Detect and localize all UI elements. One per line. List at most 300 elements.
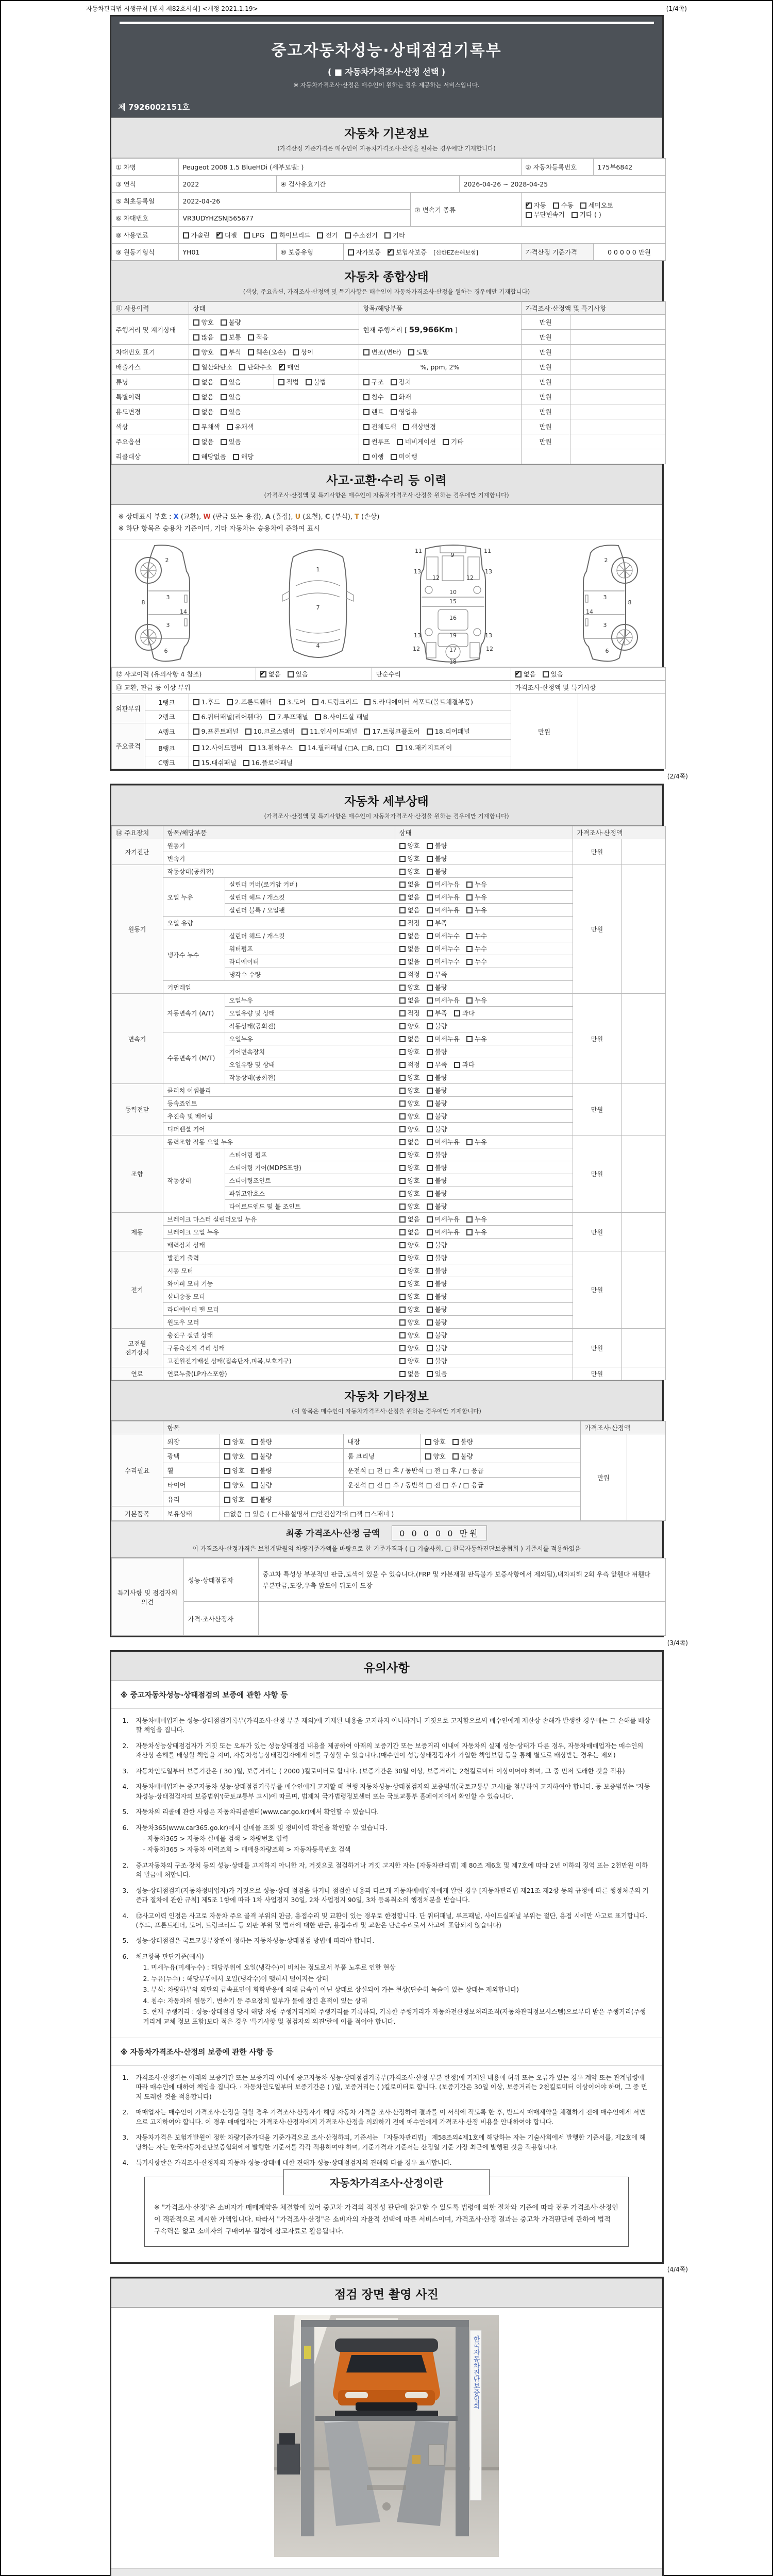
checkbox-icon[interactable] <box>399 1204 406 1210</box>
checkbox-option[interactable]: 장치 <box>391 377 411 386</box>
checkbox-icon[interactable] <box>399 1319 406 1326</box>
checkbox-checked-icon[interactable] <box>279 364 285 370</box>
checkbox-option[interactable]: 없음 <box>193 392 214 401</box>
checkbox-icon[interactable] <box>399 946 406 952</box>
checkbox-option[interactable]: 해당없음 <box>193 452 226 461</box>
checkbox-option[interactable]: 양호 <box>399 1124 420 1133</box>
checkbox-icon[interactable] <box>364 728 370 735</box>
checkbox-option[interactable]: 7.루프패널 <box>269 712 308 721</box>
checkbox-icon[interactable] <box>466 946 473 952</box>
checkbox-icon[interactable] <box>239 364 245 370</box>
checkbox-icon[interactable] <box>391 379 397 385</box>
checkbox-icon[interactable] <box>466 1229 473 1235</box>
checkbox-option[interactable]: 기타 ( ) <box>572 210 601 219</box>
checkbox-option[interactable]: 양호 <box>399 1343 420 1352</box>
checkbox-icon[interactable] <box>399 1152 406 1158</box>
checkbox-icon[interactable] <box>399 856 406 862</box>
checkbox-icon[interactable] <box>193 728 199 735</box>
checkbox-option[interactable]: 양호 <box>399 1150 420 1159</box>
checkbox-icon[interactable] <box>427 728 433 735</box>
checkbox-icon[interactable] <box>312 699 318 705</box>
checkbox-option[interactable]: 불량 <box>427 1253 447 1262</box>
checkbox-icon[interactable] <box>363 379 369 385</box>
checkbox-icon[interactable] <box>193 319 199 326</box>
checkbox-option[interactable]: 변조(변타) <box>363 347 401 357</box>
checkbox-icon[interactable] <box>399 1062 406 1068</box>
checkbox-option[interactable]: 무채색 <box>193 422 220 431</box>
checkbox-option[interactable]: 불량 <box>427 1343 447 1352</box>
checkbox-option[interactable]: 없음 <box>399 1214 420 1224</box>
checkbox-option[interactable]: 있음 <box>221 437 241 446</box>
checkbox-option[interactable]: 양호 <box>224 1466 245 1475</box>
checkbox-icon[interactable] <box>427 907 433 913</box>
checkbox-icon[interactable] <box>317 232 323 239</box>
checkbox-icon[interactable] <box>466 894 473 901</box>
checkbox-option[interactable]: 양호 <box>399 1317 420 1327</box>
checkbox-option[interactable]: 불량 <box>427 1047 447 1056</box>
checkbox-option[interactable]: 양호 <box>399 1330 420 1340</box>
checkbox-icon[interactable] <box>399 1255 406 1261</box>
checkbox-icon[interactable] <box>244 232 250 239</box>
checkbox-icon[interactable] <box>399 1023 406 1029</box>
checkbox-option[interactable]: 양호 <box>399 1073 420 1082</box>
checkbox-icon[interactable] <box>399 1345 406 1351</box>
checkbox-icon[interactable] <box>454 1010 460 1016</box>
checkbox-icon[interactable] <box>221 349 227 355</box>
checkbox-icon[interactable] <box>427 946 433 952</box>
checkbox-option[interactable]: ✔자동 <box>526 200 546 210</box>
checkbox-option[interactable]: 양호 <box>399 1240 420 1249</box>
checkbox-icon[interactable] <box>399 907 406 913</box>
checkbox-icon[interactable] <box>243 760 249 766</box>
checkbox-icon[interactable] <box>399 882 406 888</box>
checkbox-icon[interactable] <box>427 1165 433 1171</box>
checkbox-option[interactable]: 18.리어패널 <box>427 725 470 738</box>
checkbox-option[interactable]: 전체도색 <box>363 422 396 431</box>
checkbox-icon[interactable] <box>427 1113 433 1120</box>
checkbox-icon[interactable] <box>427 1100 433 1107</box>
checkbox-option[interactable]: 양호 <box>224 1451 245 1461</box>
checkbox-icon[interactable] <box>399 1371 406 1377</box>
checkbox-option[interactable]: 미세누유 <box>427 879 460 889</box>
checkbox-checked-icon[interactable] <box>388 249 394 256</box>
checkbox-option[interactable]: ✔ 보험사보증 <box>388 247 427 257</box>
checkbox-icon[interactable] <box>427 997 433 1004</box>
checkbox-option[interactable]: 가솔린 <box>183 230 210 240</box>
checkbox-option[interactable]: 과다 <box>454 1008 475 1018</box>
checkbox-option[interactable]: 해당 <box>233 452 254 461</box>
checkbox-icon[interactable] <box>427 959 433 965</box>
checkbox-option[interactable]: 불량 <box>427 854 447 863</box>
checkbox-icon[interactable] <box>408 349 414 355</box>
checkbox-icon[interactable] <box>363 439 369 445</box>
checkbox-option[interactable]: 불량 <box>427 1330 447 1340</box>
checkbox-icon[interactable] <box>543 671 549 677</box>
checkbox-option[interactable]: 미세누수 <box>427 931 460 940</box>
checkbox-icon[interactable] <box>399 1088 406 1094</box>
checkbox-icon[interactable] <box>193 364 199 370</box>
checkbox-option[interactable]: 렌트 <box>363 407 384 416</box>
checkbox-option[interactable]: 불량 <box>452 1451 473 1461</box>
checkbox-option[interactable]: 부족 <box>427 970 447 979</box>
checkbox-option[interactable]: 불량 <box>427 867 447 876</box>
checkbox-option[interactable]: LPG <box>244 231 264 239</box>
checkbox-icon[interactable] <box>278 379 284 385</box>
checkbox-option[interactable]: 침수 <box>363 392 384 401</box>
checkbox-icon[interactable] <box>399 920 406 926</box>
checkbox-icon[interactable] <box>399 1178 406 1184</box>
checkbox-option[interactable]: 누유 <box>466 892 487 902</box>
checkbox-option[interactable]: 누유 <box>466 905 487 914</box>
checkbox-icon[interactable] <box>306 379 312 385</box>
checkbox-option[interactable]: 있음 <box>543 669 563 679</box>
checkbox-icon[interactable] <box>427 1345 433 1351</box>
checkbox-icon[interactable] <box>553 202 559 209</box>
checkbox-icon[interactable] <box>193 409 199 415</box>
checkbox-icon[interactable] <box>399 1307 406 1313</box>
checkbox-option[interactable]: ✔ 없음 <box>515 669 536 679</box>
checkbox-option[interactable]: 양호 <box>399 1021 420 1030</box>
checkbox-option[interactable]: 불량 <box>251 1451 272 1461</box>
checkbox-icon[interactable] <box>427 1332 433 1338</box>
checkbox-option[interactable]: 누유 <box>466 995 487 1005</box>
checkbox-option[interactable]: 불량 <box>251 1480 272 1489</box>
checkbox-option[interactable]: 양호 <box>193 317 214 327</box>
checkbox-option[interactable]: 불량 <box>427 1240 447 1249</box>
checkbox-option[interactable]: 있음 <box>288 669 308 679</box>
checkbox-option[interactable]: 있음 <box>221 407 241 416</box>
checkbox-option[interactable]: 양호 <box>399 867 420 876</box>
checkbox-icon[interactable] <box>183 232 189 239</box>
checkbox-icon[interactable] <box>466 882 473 888</box>
checkbox-option[interactable]: 불량 <box>427 1266 447 1275</box>
checkbox-icon[interactable] <box>221 439 227 445</box>
checkbox-option[interactable]: 불량 <box>427 1189 447 1198</box>
checkbox-option[interactable]: 8.사이드실 패널 <box>315 712 368 721</box>
checkbox-option[interactable]: 부족 <box>427 918 447 927</box>
checkbox-icon[interactable] <box>288 671 294 677</box>
checkbox-option[interactable]: 불량 <box>221 317 241 327</box>
checkbox-option[interactable]: 불량 <box>427 1292 447 1301</box>
checkbox-option[interactable]: 없음 <box>399 892 420 902</box>
checkbox-icon[interactable] <box>443 439 449 445</box>
checkbox-icon[interactable] <box>399 894 406 901</box>
checkbox-option[interactable]: 5.라디에이터 서포트(볼트체결부품) <box>364 696 473 708</box>
checkbox-option[interactable]: 양호 <box>399 1189 420 1198</box>
checkbox-icon[interactable] <box>427 1062 433 1068</box>
checkbox-option[interactable]: 17.트렁크플로어 <box>364 725 419 738</box>
checkbox-option[interactable]: 적정 <box>399 1060 420 1069</box>
checkbox-option[interactable]: 적음 <box>248 332 268 342</box>
checkbox-option[interactable]: 불량 <box>427 1279 447 1288</box>
checkbox-option[interactable]: 없음 <box>399 1034 420 1043</box>
checkbox-icon[interactable] <box>399 1268 406 1274</box>
checkbox-option[interactable]: 적정 <box>399 970 420 979</box>
checkbox-icon[interactable] <box>193 334 199 341</box>
checkbox-icon[interactable] <box>427 972 433 978</box>
checkbox-icon[interactable] <box>193 349 199 355</box>
checkbox-option[interactable]: 수소전기 <box>345 230 378 240</box>
checkbox-icon[interactable] <box>427 1139 433 1145</box>
checkbox-option[interactable]: 11.인사이드패널 <box>301 725 357 738</box>
checkbox-icon[interactable] <box>301 728 308 735</box>
checkbox-option[interactable]: 불량 <box>427 1021 447 1030</box>
checkbox-icon[interactable] <box>452 1453 459 1460</box>
checkbox-option[interactable]: 양호 <box>399 1356 420 1365</box>
checkbox-icon[interactable] <box>391 409 397 415</box>
checkbox-option[interactable]: ✔ 매연 <box>279 362 299 371</box>
checkbox-icon[interactable] <box>193 439 199 445</box>
checkbox-icon[interactable] <box>427 1010 433 1016</box>
checkbox-icon[interactable] <box>427 1049 433 1055</box>
checkbox-checked-icon[interactable] <box>260 671 266 677</box>
checkbox-icon[interactable] <box>251 1439 258 1445</box>
checkbox-option[interactable]: 양호 <box>193 347 214 357</box>
checkbox-icon[interactable] <box>403 424 409 430</box>
checkbox-icon[interactable] <box>427 856 433 862</box>
checkbox-option[interactable]: 양호 <box>425 1437 446 1446</box>
checkbox-option[interactable]: 부족 <box>427 1008 447 1018</box>
checkbox-option[interactable]: 없음 <box>193 407 214 416</box>
checkbox-option[interactable]: 불량 <box>427 1201 447 1211</box>
checkbox-icon[interactable] <box>399 1010 406 1016</box>
checkbox-icon[interactable] <box>233 454 239 460</box>
checkbox-option[interactable]: 부족 <box>427 1060 447 1069</box>
checkbox-icon[interactable] <box>221 334 227 341</box>
checkbox-option[interactable]: 썬루프 <box>363 437 390 446</box>
checkbox-option[interactable]: 수동 <box>553 200 574 210</box>
checkbox-option[interactable]: 미세누유 <box>427 1034 460 1043</box>
checkbox-icon[interactable] <box>271 232 277 239</box>
checkbox-icon[interactable] <box>249 745 256 751</box>
checkbox-option[interactable]: 불량 <box>427 1086 447 1095</box>
checkbox-option[interactable]: 일산화탄소 <box>193 362 232 371</box>
checkbox-option[interactable]: 불량 <box>427 1356 447 1365</box>
checkbox-icon[interactable] <box>399 843 406 849</box>
checkbox-icon[interactable] <box>193 424 199 430</box>
checkbox-option[interactable]: 없음 <box>399 905 420 914</box>
checkbox-option[interactable]: 없음 <box>193 377 214 386</box>
checkbox-icon[interactable] <box>399 1242 406 1248</box>
checkbox-option[interactable]: 누수 <box>466 944 487 953</box>
checkbox-icon[interactable] <box>193 394 199 400</box>
checkbox-option[interactable]: 누수 <box>466 931 487 940</box>
checkbox-option[interactable]: 불량 <box>251 1437 272 1446</box>
checkbox-option[interactable]: 세미오토 <box>580 200 613 210</box>
checkbox-icon[interactable] <box>427 1319 433 1326</box>
checkbox-icon[interactable] <box>399 1294 406 1300</box>
checkbox-icon[interactable] <box>427 1358 433 1364</box>
checkbox-icon[interactable] <box>466 1139 473 1145</box>
checkbox-icon[interactable] <box>193 454 199 460</box>
checkbox-icon[interactable] <box>427 1371 433 1377</box>
checkbox-option[interactable]: 누유 <box>466 1214 487 1224</box>
checkbox-icon[interactable] <box>427 920 433 926</box>
checkbox-option[interactable]: 없음 <box>399 931 420 940</box>
checkbox-icon[interactable] <box>248 334 254 341</box>
checkbox-icon[interactable] <box>399 1113 406 1120</box>
checkbox-checked-icon[interactable] <box>515 671 522 677</box>
checkbox-icon[interactable] <box>363 394 369 400</box>
checkbox-icon[interactable] <box>251 1468 258 1474</box>
checkbox-option[interactable]: 기타 <box>384 230 405 240</box>
checkbox-option[interactable]: 19.패키지트레이 <box>396 741 452 754</box>
checkbox-icon[interactable] <box>427 843 433 849</box>
checkbox-icon[interactable] <box>193 760 199 766</box>
checkbox-option[interactable]: 탄화수소 <box>239 362 272 371</box>
checkbox-option[interactable]: 하이브리드 <box>271 230 310 240</box>
checkbox-icon[interactable] <box>399 1332 406 1338</box>
checkbox-option[interactable]: 없음 <box>399 1227 420 1236</box>
checkbox-icon[interactable] <box>399 1191 406 1197</box>
checkbox-option[interactable]: 양호 <box>399 1279 420 1288</box>
checkbox-option[interactable]: 양호 <box>399 1304 420 1314</box>
checkbox-option[interactable]: 12.사이드멤버 <box>193 741 243 754</box>
checkbox-option[interactable]: ✔ 없음 <box>260 669 281 679</box>
checkbox-option[interactable]: 도말 <box>408 347 429 357</box>
checkbox-icon[interactable] <box>227 699 233 705</box>
checkbox-option[interactable]: 훼손(오손) <box>248 347 286 357</box>
checkbox-icon[interactable] <box>251 1497 258 1503</box>
checkbox-option[interactable]: 양호 <box>399 1176 420 1185</box>
checkbox-option[interactable]: 3.도어 <box>279 696 306 708</box>
checkbox-option[interactable]: 자가보증 <box>348 247 381 257</box>
checkbox-option[interactable]: 상이 <box>293 347 313 357</box>
checkbox-option[interactable]: 양호 <box>399 854 420 863</box>
checkbox-option[interactable]: 누수 <box>466 957 487 966</box>
checkbox-icon[interactable] <box>221 394 227 400</box>
checkbox-option[interactable]: 기타 <box>443 437 463 446</box>
checkbox-icon[interactable] <box>391 394 397 400</box>
checkbox-icon[interactable] <box>396 745 402 751</box>
checkbox-icon[interactable] <box>526 212 532 218</box>
checkbox-option[interactable]: 미세누유 <box>427 1137 460 1146</box>
checkbox-icon[interactable] <box>427 1191 433 1197</box>
checkbox-option[interactable]: 미이행 <box>391 452 417 461</box>
checkbox-icon[interactable] <box>363 349 369 355</box>
checkbox-icon[interactable] <box>427 869 433 875</box>
checkbox-option[interactable]: 색상변경 <box>403 422 436 431</box>
checkbox-option[interactable]: 미세누유 <box>427 1227 460 1236</box>
checkbox-option[interactable]: 많음 <box>193 332 214 342</box>
checkbox-icon[interactable] <box>399 1216 406 1223</box>
checkbox-option[interactable]: 누유 <box>466 1034 487 1043</box>
checkbox-icon[interactable] <box>251 1453 258 1460</box>
checkbox-option[interactable]: 누유 <box>466 1227 487 1236</box>
checkbox-option[interactable]: 전기 <box>317 230 338 240</box>
checkbox-icon[interactable] <box>427 1178 433 1184</box>
checkbox-icon[interactable] <box>363 424 369 430</box>
checkbox-icon[interactable] <box>427 933 433 939</box>
checkbox-option[interactable]: 불량 <box>427 1317 447 1327</box>
checkbox-icon[interactable] <box>224 1468 230 1474</box>
checkbox-option[interactable]: 적정 <box>399 918 420 927</box>
checkbox-option[interactable]: 불량 <box>427 1073 447 1082</box>
checkbox-option[interactable]: 불량 <box>427 1111 447 1121</box>
checkbox-icon[interactable] <box>345 232 351 239</box>
checkbox-option[interactable]: 양호 <box>399 1201 420 1211</box>
checkbox-icon[interactable] <box>348 249 354 256</box>
checkbox-icon[interactable] <box>279 699 285 705</box>
checkbox-option[interactable]: 부식 <box>221 347 241 357</box>
checkbox-icon[interactable] <box>363 454 369 460</box>
checkbox-option[interactable]: 불량 <box>251 1466 272 1475</box>
checkbox-option[interactable]: 불량 <box>427 982 447 992</box>
checkbox-icon[interactable] <box>427 1088 433 1094</box>
checkbox-option[interactable]: 네비게이션 <box>397 437 436 446</box>
checkbox-icon[interactable] <box>364 699 371 705</box>
checkbox-icon[interactable] <box>224 1482 230 1488</box>
checkbox-icon[interactable] <box>224 1497 230 1503</box>
checkbox-icon[interactable] <box>427 1216 433 1223</box>
checkbox-option[interactable]: 없음 <box>399 944 420 953</box>
checkbox-option[interactable]: 15.대쉬패널 <box>193 758 237 767</box>
checkbox-icon[interactable] <box>399 1126 406 1132</box>
checkbox-option[interactable]: 있음 <box>221 392 241 401</box>
checkbox-icon[interactable] <box>427 1242 433 1248</box>
checkbox-icon[interactable] <box>399 1281 406 1287</box>
checkbox-option[interactable]: 누유 <box>466 1137 487 1146</box>
checkbox-icon[interactable] <box>466 907 473 913</box>
checkbox-option[interactable]: 없음 <box>399 1369 420 1378</box>
checkbox-icon[interactable] <box>427 1268 433 1274</box>
checkbox-option[interactable]: 양호 <box>224 1495 245 1504</box>
checkbox-option[interactable]: 보통 <box>221 332 241 342</box>
checkbox-option[interactable]: 14.필러패널 (□A, □B, □C) <box>299 741 390 754</box>
checkbox-icon[interactable] <box>245 728 251 735</box>
checkbox-option[interactable]: 없음 <box>193 437 214 446</box>
checkbox-option[interactable]: 양호 <box>425 1451 446 1461</box>
checkbox-option[interactable]: 4.트렁크리드 <box>312 696 358 708</box>
checkbox-icon[interactable] <box>227 424 233 430</box>
checkbox-option[interactable]: 양호 <box>399 982 420 992</box>
checkbox-option[interactable]: 불량 <box>427 1124 447 1133</box>
checkbox-option[interactable]: 불량 <box>427 1176 447 1185</box>
checkbox-option[interactable]: 유채색 <box>227 422 254 431</box>
checkbox-icon[interactable] <box>466 1216 473 1223</box>
checkbox-icon[interactable] <box>427 1036 433 1042</box>
checkbox-icon[interactable] <box>399 1229 406 1235</box>
checkbox-option[interactable]: 적정 <box>399 1008 420 1018</box>
checkbox-option[interactable]: 양호 <box>399 1292 420 1301</box>
checkbox-icon[interactable] <box>427 1126 433 1132</box>
checkbox-icon[interactable] <box>427 1307 433 1313</box>
checkbox-option[interactable]: 화재 <box>391 392 411 401</box>
checkbox-option[interactable]: 양호 <box>399 1086 420 1095</box>
checkbox-option[interactable]: 있음 <box>427 1369 447 1378</box>
checkbox-icon[interactable] <box>427 894 433 901</box>
checkbox-icon[interactable] <box>293 349 299 355</box>
checkbox-icon[interactable] <box>425 1453 431 1460</box>
checkbox-icon[interactable] <box>425 1439 431 1445</box>
checkbox-icon[interactable] <box>399 1139 406 1145</box>
checkbox-checked-icon[interactable] <box>216 232 223 239</box>
checkbox-icon[interactable] <box>452 1439 459 1445</box>
checkbox-option[interactable]: 영업용 <box>391 407 417 416</box>
checkbox-icon[interactable] <box>315 714 321 720</box>
checkbox-icon[interactable] <box>399 972 406 978</box>
checkbox-option[interactable]: 9.프론트패널 <box>193 725 239 738</box>
checkbox-icon[interactable] <box>399 1075 406 1081</box>
checkbox-icon[interactable] <box>248 349 254 355</box>
checkbox-option[interactable]: 2.프론트휀더 <box>227 696 272 708</box>
checkbox-option[interactable]: 적법 <box>278 377 299 386</box>
checkbox-icon[interactable] <box>399 1165 406 1171</box>
checkbox-option[interactable]: 1.후드 <box>193 696 220 708</box>
checkbox-option[interactable]: 6.쿼터패널(리어휀다) <box>193 712 262 721</box>
checkbox-option[interactable]: 불법 <box>306 377 326 386</box>
checkbox-option[interactable]: 양호 <box>399 1098 420 1108</box>
